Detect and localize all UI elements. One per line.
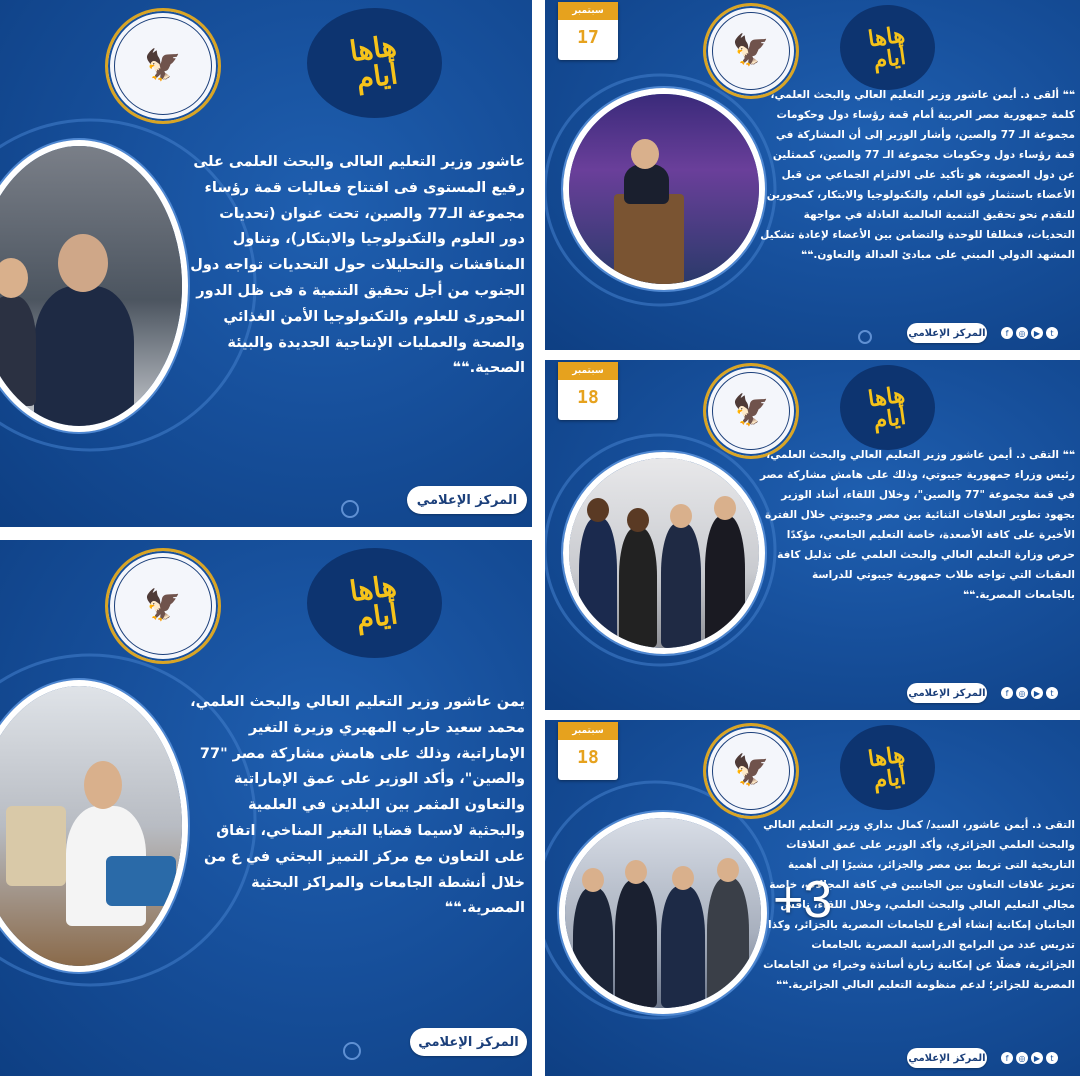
eagle-emblem-icon: 🦅 xyxy=(732,753,770,788)
twitter-icon: t xyxy=(1046,327,1058,339)
page-dot xyxy=(341,500,359,518)
ministry-logo xyxy=(703,723,799,819)
brand-logo: هاها أيام xyxy=(307,8,442,118)
brand-logo: هاها أيام xyxy=(307,548,442,658)
post-photo xyxy=(559,812,767,1014)
brand-logo: هاها أيام xyxy=(840,725,935,810)
ministry-logo xyxy=(105,548,221,664)
ministry-logo xyxy=(105,8,221,124)
media-center-badge: المركز الإعلامي xyxy=(907,1048,987,1068)
page-dot xyxy=(858,330,872,344)
calendar-date: سبتمبر 18 xyxy=(558,722,618,780)
page-dot xyxy=(343,1042,361,1060)
facebook-icon: f xyxy=(1001,327,1013,339)
twitter-icon: t xyxy=(1046,687,1058,699)
post-photo xyxy=(563,452,765,654)
post-text: التقى د. أيمن عاشور، السيد/ كمال بداري وزير التعليم العالي والبحث العلمي الجزائري، وأكد الوزير على عمق العلاقات التاريخية التى تربط بين مصر والجزائر، مشيرًا إلى أهمية تعزيز علاقات التعاون بين الجانبين في كافة المجالات، خاصة مجالي التعليم العالي والبحث العلمي، وخلال اللقاء، ناقش الجانبان إمكانية إنشاء أفرع للجامعات المصرية بالجزائر، وكذا تدريس عدد من البرامج الدراسية المصرية بالجامعات الجزائرية، فضلًا عن إمكانية زيارة أساتذة وخبراء من الجامعات المصرية للجزائر؛ لدعم منظومة التعليم العالي الجزائرية.❝❝ xyxy=(763,819,1075,991)
eagle-emblem-icon: 🦅 xyxy=(144,48,182,83)
media-center-badge: المركز الإعلامي xyxy=(907,683,987,703)
youtube-icon: ▶ xyxy=(1031,327,1043,339)
post-photo xyxy=(0,680,188,972)
social-icons xyxy=(1001,327,1058,339)
media-center-badge: المركز الإعلامي xyxy=(407,486,527,514)
post-tile-4[interactable] xyxy=(0,540,532,1076)
post-photo xyxy=(563,88,765,290)
instagram-icon: ◎ xyxy=(1016,687,1028,699)
media-center-badge: المركز الإعلامي xyxy=(410,1028,527,1056)
post-text: ❝❝ التقى د. أيمن عاشور وزير التعليم العالي والبحث العلمي، رئيس وزراء جمهورية جيبوتي، وذلك على هامش مشاركة مصر في قمة مجموعة "77 والصين"، وخلال اللقاء، أشاد الوزير بجهود تطوير العلاقات الثنائية بين مصر وجيبوتي خلال الفترة الأخيرة على كافة الأصعدة، خاصة التعليم الجامعي، مؤكدًا حرص وزارة التعليم العالي والبحث العلمي على تذليل كافة العقبات التي تواجه طلاب جمهورية جيبوتي للدراسة بالجامعات المصرية.❝❝ xyxy=(759,449,1075,601)
instagram-icon: ◎ xyxy=(1016,327,1028,339)
post-tile-3[interactable] xyxy=(545,360,1080,710)
social-icons xyxy=(1001,1052,1058,1064)
post-tile-1[interactable] xyxy=(0,0,532,527)
post-photo xyxy=(0,140,188,432)
post-text: عاشور وزير التعليم العالى والبحث العلمى على رفيع المستوى فى افتتاح فعاليات قمة رؤساء مجموعة الـ77 والصين، تحت عنوان (تحديات دور العلوم والتكنولوجيا والابتكار)، وتناول المناقشات والتحليلات حول التحديات تواجه دول الجنوب من أجل تحقيق التنمية ة فى ظل الدور المحورى للعلوم والتكنولوجيا الأمن الغذائي والصحة والعمليات الإنتاجية الجديدة والبيئة الصحية.❝❝ xyxy=(190,154,525,377)
post-text: يمن عاشور وزير التعليم العالي والبحث العلمي، محمد سعيد حارب المهيري وزيرة التغير الإماراتية، وذلك على هامش مشاركة مصر "77 والصين"، وأكد الوزير على عمق الإماراتية والتعاون المثمر بين البلدين في العلمية والبحثية لاسيما قضايا التغير المناخي، اتفاق على التعاون مع مركز التميز البحثي في ع من خلال أنشطة الجامعات والمراكز البحثية المصرية.❝❝ xyxy=(190,694,525,917)
youtube-icon: ▶ xyxy=(1031,687,1043,699)
calendar-date: سبتمبر 18 xyxy=(558,362,618,420)
ministry-logo xyxy=(703,363,799,459)
social-icons xyxy=(1001,687,1058,699)
post-tile-2[interactable] xyxy=(545,0,1080,350)
twitter-icon: t xyxy=(1046,1052,1058,1064)
brand-logo: هاها أيام xyxy=(840,365,935,450)
post-tile-5[interactable] xyxy=(545,720,1080,1076)
eagle-emblem-icon: 🦅 xyxy=(732,33,770,68)
media-center-badge: المركز الإعلامي xyxy=(907,323,987,343)
calendar-date: سبتمبر 17 xyxy=(558,2,618,60)
instagram-icon: ◎ xyxy=(1016,1052,1028,1064)
facebook-icon: f xyxy=(1001,687,1013,699)
post-text: ❝❝ ألقى د. أيمن عاشور وزير التعليم العالي والبحث العلمي، كلمة جمهورية مصر العربية أمام قمة رؤساء دول وحكومات مجموعة الـ 77 والصين، وأشار الوزير إلى أن المشاركة في قمة رؤساء دول وحكومات مجموعة الـ 77 والصين، كممثلين عن دول العضوية، هو تأكيد على الالتزام الجماعي من قبل الأعضاء باستثمار قوة العلم، والتكنولوجيا والابتكار، كمحورين للتقدم نحو تحقيق التنمية العالمية العادلة في مواجهة التحديات، فنطلقا للوحدة والتضامن بين الأعضاء لإعادة تشكيل المشهد الدولي المبني على مبادئ العدالة والتعاون.❝❝ xyxy=(760,89,1075,261)
more-photos-count[interactable]: +3 xyxy=(773,871,833,929)
eagle-emblem-icon: 🦅 xyxy=(144,588,182,623)
facebook-icon: f xyxy=(1001,1052,1013,1064)
youtube-icon: ▶ xyxy=(1031,1052,1043,1064)
ministry-logo xyxy=(703,3,799,99)
brand-logo: هاها أيام xyxy=(840,5,935,90)
eagle-emblem-icon: 🦅 xyxy=(732,393,770,428)
